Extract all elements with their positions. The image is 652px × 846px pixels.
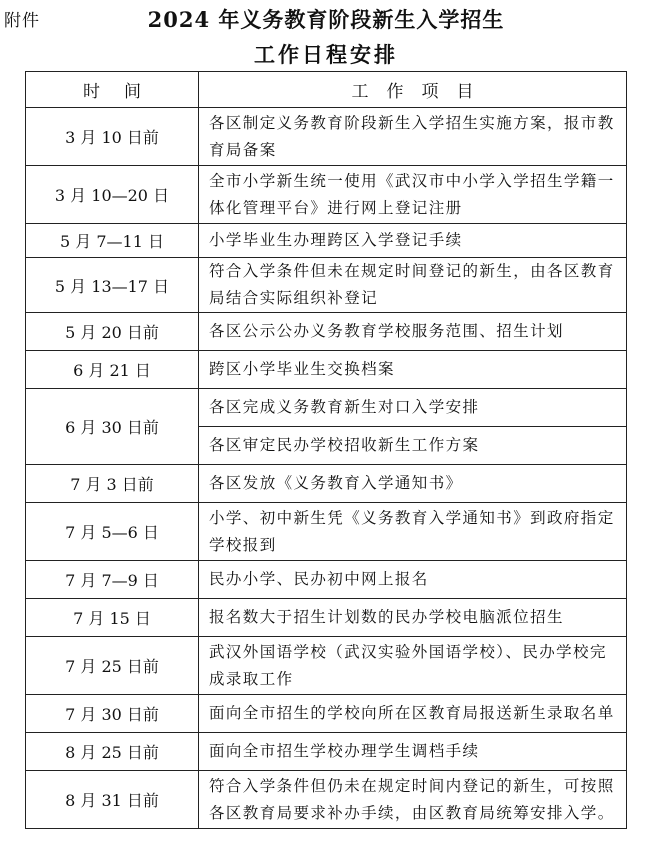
row-time: 5 月 20 日前 (26, 313, 199, 351)
row-task: 面向全市招生学校办理学生调档手续 (199, 733, 627, 771)
row-time: 8 月 31 日前 (26, 771, 199, 829)
table-row (26, 771, 627, 829)
row-time: 7 月 7—9 日 (26, 561, 199, 599)
table-row (26, 224, 627, 258)
row-task: 面向全市招生的学校向所在区教育局报送新生录取名单 (199, 695, 627, 733)
row-task: 各区公示公办义务教育学校服务范围、招生计划 (199, 313, 627, 351)
row-task: 各区完成义务教育新生对口入学安排 (199, 389, 627, 427)
attachment-label: 附件 (4, 11, 40, 31)
table-row (26, 599, 627, 637)
row-time: 7 月 25 日前 (26, 637, 199, 695)
document-subtitle: 工作日程安排 (254, 42, 398, 67)
table-row (26, 637, 627, 695)
table-row (26, 166, 627, 224)
row-time: 7 月 15 日 (26, 599, 199, 637)
row-time: 7 月 5—6 日 (26, 503, 199, 561)
table-row (26, 695, 627, 733)
row-task: 小学毕业生办理跨区入学登记手续 (199, 224, 627, 258)
row-task: 武汉外国语学校（武汉实验外国语学校）、民办学校完成录取工作 (199, 637, 627, 695)
row-task: 小学、初中新生凭《义务教育入学通知书》到政府指定学校报到 (199, 503, 627, 561)
table-row (26, 108, 627, 166)
row-task: 符合入学条件但仍未在规定时间内登记的新生，可按照各区教育局要求补办手续，由区教育局统筹安排入学。 (199, 771, 627, 829)
table-row (26, 465, 627, 503)
row-task: 全市小学新生统一使用《武汉市中小学入学招生学籍一体化管理平台》进行网上登记注册 (199, 166, 627, 224)
table-row (26, 351, 627, 389)
row-time: 6 月 30 日前 (26, 389, 199, 465)
document-title: 2024 年义务教育阶段新生入学招生 (147, 7, 505, 32)
row-time: 7 月 30 日前 (26, 695, 199, 733)
table-header-row (26, 72, 627, 108)
row-time: 3 月 10—20 日 (26, 166, 199, 224)
schedule-table (25, 71, 627, 829)
header-task: 工作项目 (199, 72, 627, 108)
table-row (26, 503, 627, 561)
table-row (26, 258, 627, 313)
table-row (26, 389, 627, 427)
row-task: 各区制定义务教育阶段新生入学招生实施方案，报市教育局备案 (199, 108, 627, 166)
row-time: 5 月 13—17 日 (26, 258, 199, 313)
row-task: 报名数大于招生计划数的民办学校电脑派位招生 (199, 599, 627, 637)
row-task: 民办小学、民办初中网上报名 (199, 561, 627, 599)
row-task: 各区审定民办学校招收新生工作方案 (199, 427, 627, 465)
row-task: 符合入学条件但未在规定时间登记的新生，由各区教育局结合实际组织补登记 (199, 258, 627, 313)
table-row (26, 561, 627, 599)
row-time: 6 月 21 日 (26, 351, 199, 389)
row-time: 7 月 3 日前 (26, 465, 199, 503)
table-row (26, 733, 627, 771)
header-time: 时间 (26, 72, 199, 108)
row-time: 8 月 25 日前 (26, 733, 199, 771)
row-time: 5 月 7—11 日 (26, 224, 199, 258)
row-time: 3 月 10 日前 (26, 108, 199, 166)
table-row (26, 313, 627, 351)
row-task: 各区发放《义务教育入学通知书》 (199, 465, 627, 503)
row-task: 跨区小学毕业生交换档案 (199, 351, 627, 389)
